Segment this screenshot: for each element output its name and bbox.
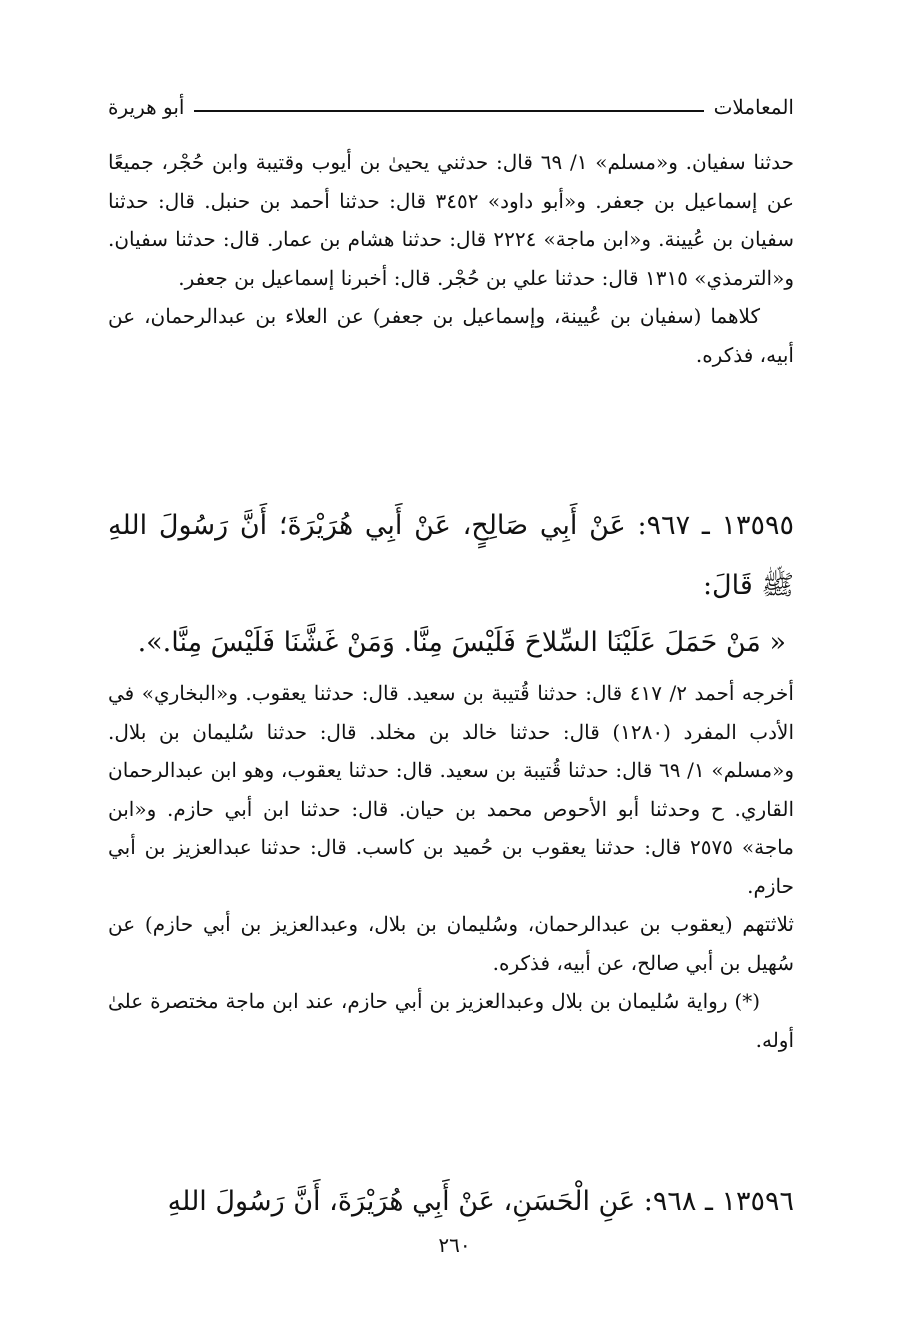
header-rule xyxy=(194,110,703,112)
section-title: أبو هريرة xyxy=(108,95,185,119)
takhrij-note: (*) رواية سُليمان بن بلال وعبدالعزيز بن أبي حازم، عند ابن ماجة مختصرة علىٰ أوله. xyxy=(108,989,794,1052)
hadith-matn: « مَنْ حَمَلَ عَلَيْنَا السِّلاحَ فَلَيْسَ مِنَّا. وَمَنْ غَشَّنَا فَلَيْسَ مِنَّا.». xyxy=(137,627,786,658)
takhrij-paragraph: كلاهما (سفيان بن عُيينة، وإسماعيل بن جعفر) عن العلاء بن عبدالرحمان، عن أبيه، فذكره. xyxy=(108,304,794,367)
takhrij-block-2 xyxy=(108,674,794,1059)
takhrij-block-1 xyxy=(108,143,794,374)
page-number: ٢٦٠ xyxy=(438,1233,471,1257)
chapter-title: المعاملات xyxy=(713,95,794,119)
running-header xyxy=(108,92,794,122)
hadith-isnad: ١٣٥٩٥ ـ ٩٦٧: عَنْ أَبِي صَالِحٍ، عَنْ أَبِي هُرَيْرَةَ؛ أَنَّ رَسُولَ اللهِ ﷺ قَالَ: xyxy=(108,510,794,601)
hadith-13596 xyxy=(108,1172,794,1232)
hadith-13595 xyxy=(108,496,794,670)
hadith-isnad: ١٣٥٩٦ ـ ٩٦٨: عَنِ الْحَسَنِ، عَنْ أَبِي هُرَيْرَةَ، أَنَّ رَسُولَ اللهِ xyxy=(167,1186,794,1217)
takhrij-paragraph: حدثنا سفيان. و«مسلم» ١/ ٦٩ قال: حدثني يحيىٰ بن أيوب وقتيبة وابن حُجْر، جميعًا عن إسماعيل بن جعفر. و«أبو داود» ٣٤٥٢ قال: حدثنا أحمد بن حنبل. قال: حدثنا سفيان بن عُيينة. و«ابن ماجة» ٢٢٢٤ قال: حدثنا هشام بن عمار. قال: حدثنا سفيان. و«الترمذي» ١٣١٥ قال: حدثنا علي بن حُجْر. قال: أخبرنا إسماعيل بن جعفر. xyxy=(108,150,794,290)
takhrij-paragraph: ثلاثتهم (يعقوب بن عبدالرحمان، وسُليمان بن بلال، وعبدالعزيز بن أبي حازم) عن سُهيل بن أبي صالح، عن أبيه، فذكره. xyxy=(108,912,794,975)
takhrij-paragraph: أخرجه أحمد ٢/ ٤١٧ قال: حدثنا قُتيبة بن سعيد. قال: حدثنا يعقوب. و«البخاري» في الأدب المفرد (١٢٨٠) قال: حدثنا خالد بن مخلد. قال: حدثنا سُليمان بن بلال. و«مسلم» ١/ ٦٩ قال: حدثنا قُتيبة بن سعيد. قال: حدثنا يعقوب، وهو ابن عبدالرحمان القاري. ح وحدثنا أبو الأحوص محمد بن حيان. قال: حدثنا ابن أبي حازم. و«ابن ماجة» ٢٥٧٥ قال: حدثنا يعقوب بن حُميد بن كاسب. قال: حدثنا عبدالعزيز بن أبي حازم. xyxy=(108,681,794,898)
